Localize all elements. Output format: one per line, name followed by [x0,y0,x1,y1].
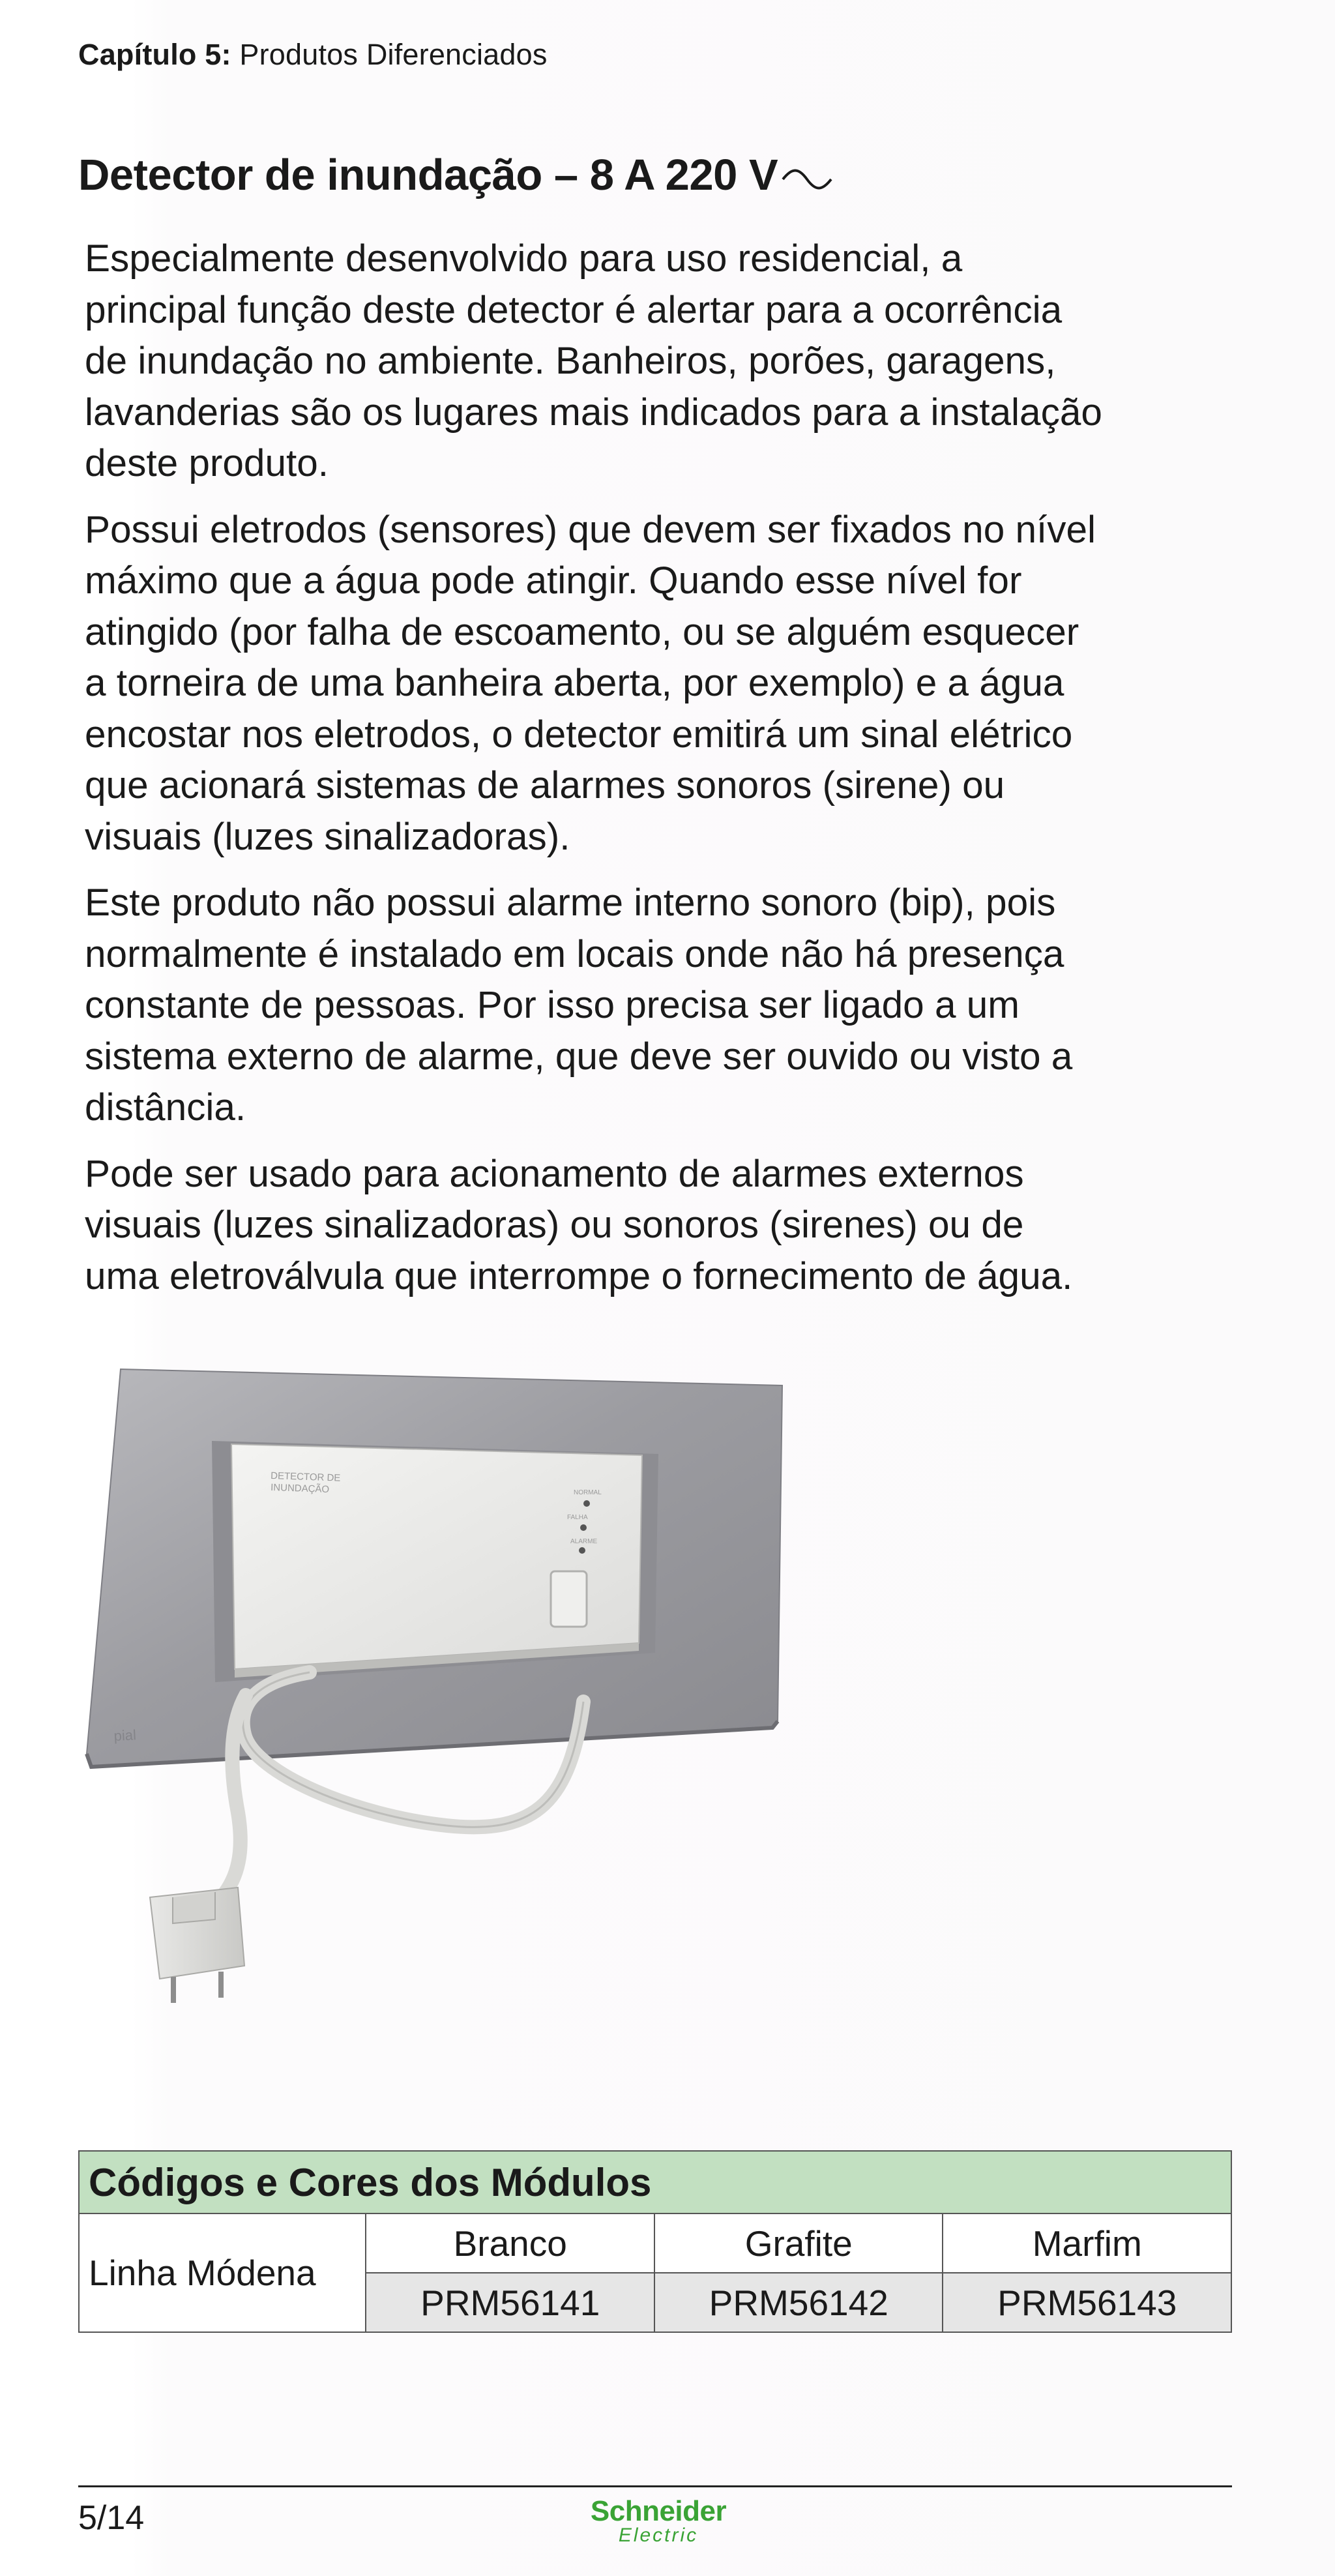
row-label-line: Linha Módena [79,2213,366,2332]
test-button [551,1571,587,1627]
chapter-title: Produtos Diferenciados [239,38,548,71]
brand-name: Schneider [590,2495,727,2527]
color-grafite: Grafite [654,2213,943,2273]
color-marfim: Marfim [943,2213,1231,2273]
section-title-text: Detector de inundação – 8 A 220 V [78,151,778,200]
page-number: 5/14 [78,2499,145,2537]
electrode-pin-left [171,1977,176,2003]
module-label-line1: DETECTOR DE [270,1470,341,1484]
paragraph-intro: Especialmente desenvolvido para uso residencial, a principal função deste detector é alertar para a ocorrência de inundação no ambiente. Banheiros, porões, garagens, lavanderias são os lugares mais indicados para a instalação deste produto. [85,237,1102,484]
plate-brand-mark: pial [113,1726,137,1744]
table-header-row [79,2151,1231,2213]
led-falha [580,1524,587,1531]
alternating-current-icon [780,165,834,191]
led-label-alarme: ALARME [570,1538,598,1545]
paragraph-usage: Pode ser usado para acionamento de alarmes externos visuais (luzes sinalizadoras) ou sonoros (sirenes) ou de uma eletroválvula que interrompe o fornecimento de água. [85,1152,1073,1297]
code-grafite: PRM56142 [654,2273,943,2332]
module-label-line2: INUNDAÇÃO [270,1482,330,1496]
section-title [78,150,834,200]
schneider-electric-logo [580,2497,737,2545]
led-normal [583,1500,590,1507]
flood-detector-product-image [81,1356,799,2060]
footer-divider [78,2485,1232,2487]
code-marfim: PRM56143 [943,2273,1231,2332]
led-label-normal: NORMAL [574,1489,602,1496]
brand-sub: Electric [618,2524,699,2546]
paragraph-electrodes: Possui eletrodos (sensores) que devem ser fixados no nível máximo que a água pode atingir. Quando esse nível for atingido (por falha de escoamento, ou se alguém esquecer a torneira de uma banheira aberta, por exemplo) e a água encostar nos eletrodos, o detector emitirá um sinal elétrico que acionará sistemas de alarmes sonoros (sirene) ou visuais (luzes sinalizadoras). [85,508,1096,858]
table-heading: Códigos e Cores dos Módulos [79,2151,1231,2213]
body-text [85,233,1245,1317]
code-branco: PRM56141 [366,2273,654,2332]
led-alarme [579,1547,585,1554]
module-codes-table [78,2150,1232,2333]
table-row-colors [79,2213,1231,2273]
paragraph-no-internal-alarm: Este produto não possui alarme interno sonoro (bip), pois normalmente é instalado em locais onde não há presença constante de pessoas. Por isso precisa ser ligado a um sistema externo de alarme, que deve ser ouvido ou visto a distância. [85,881,1073,1129]
electrode-pin-right [218,1972,224,1998]
led-label-falha: FALHA [567,1514,588,1521]
chapter-header [78,38,548,72]
chapter-label: Capítulo 5: [78,38,231,71]
color-branco: Branco [366,2213,654,2273]
